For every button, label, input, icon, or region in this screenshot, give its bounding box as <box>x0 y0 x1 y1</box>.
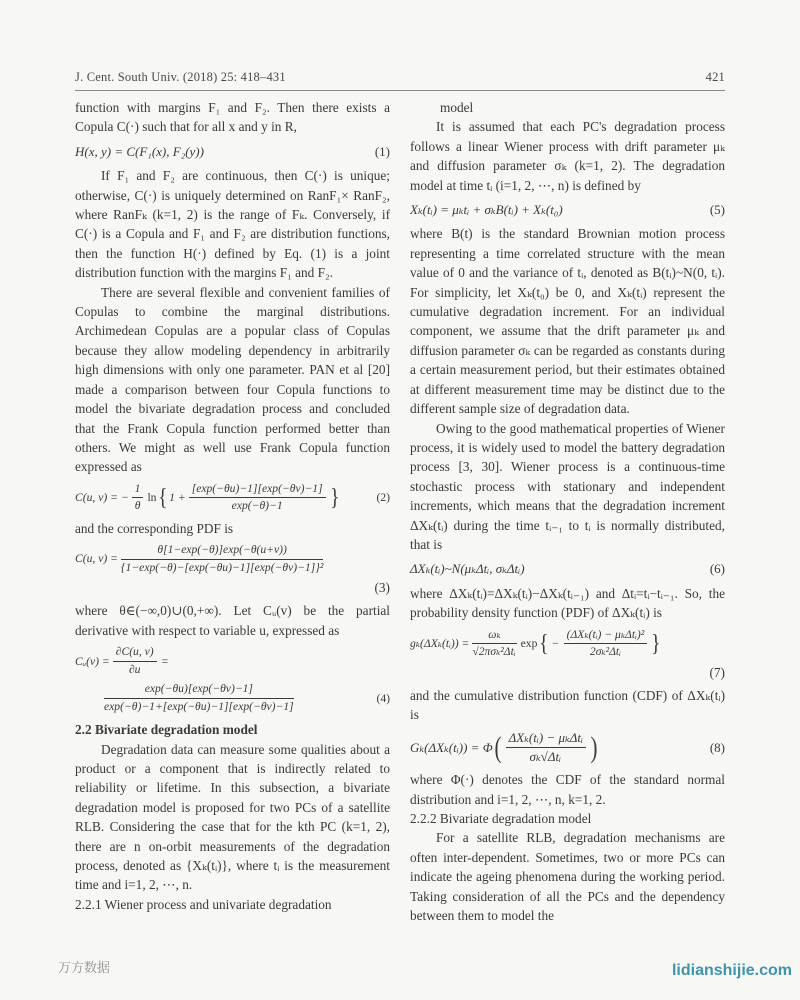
fraction <box>104 682 294 714</box>
equation-number: (7) <box>709 664 725 680</box>
equation-5 <box>410 200 725 219</box>
equation-body: ΔXₖ(tᵢ)~N(μₖΔtᵢ, σₖΔtᵢ) <box>410 561 525 577</box>
subsection-heading-continuation: model <box>440 100 474 115</box>
paragraph: Owing to the good mathematical properties of Wiener process, it is widely used to model the battery degradation process [3, 30]. Wiener process is a continuous-time stochastic process with stationary and independent increments, which means that the degradation increment ΔXₖ(tᵢ) during the time tᵢ₋₁ to tᵢ is normally distributed, that is <box>410 420 725 552</box>
equation-number: (3) <box>374 580 390 596</box>
paragraph: It is assumed that each PC's degradation process follows a linear Wiener process with drift parameter μₖ and diffusion parameter σₖ (k=1, 2). The degradation model at time tᵢ (i=1, 2, ⋯, n) is defined by <box>410 119 725 193</box>
fraction-numerator: [exp(−θu)−1][exp(−θv)−1] <box>189 482 326 498</box>
equation-number: (4) <box>376 691 390 705</box>
journal-citation: J. Cent. South Univ. (2018) 25: 418–431 <box>75 70 286 84</box>
page-number: 421 <box>705 70 725 84</box>
fraction-denominator: exp(−θ)−1+[exp(−θu)−1][exp(−θv)−1] <box>104 699 294 713</box>
fraction-denominator <box>506 748 586 765</box>
fraction <box>189 482 326 514</box>
right-column <box>410 98 725 926</box>
subsection-heading: 2.2.2 Bivariate degradation model <box>410 811 592 827</box>
equation-body: H(x, y) = C(F₁(x), F₂(y)) <box>75 143 204 159</box>
header-rule <box>75 90 725 91</box>
fraction-numerator: 1 <box>132 482 144 498</box>
fraction-numerator: exp(−θu)[exp(−θv)−1] <box>104 682 294 698</box>
paragraph: Degradation data can measure some qualities about a product or a component that is indirectly related to reliability or lifetime. In this subsection, a bivariate degradation model is proposed for two PCs of a satellite RLB. Considering the case that for the kth PC (k=1, 2), there are n on-orbit measurements of the degradation process, denoted as {Xₖ(tᵢ)}, where tᵢ is the measurement time and i=1, 2, ⋯, n. <box>75 741 390 893</box>
fraction <box>113 645 157 677</box>
fraction-denominator: θ <box>134 499 141 513</box>
equation-6 <box>410 559 725 578</box>
site-link[interactable]: lidianshijie.com <box>671 962 792 979</box>
fraction-denominator: ∂u <box>128 662 141 676</box>
exp-function: exp <box>520 636 538 650</box>
equation-number: (6) <box>709 561 725 577</box>
radicand: 2πσₖ²Δtᵢ <box>478 645 516 659</box>
fraction-numerator: ΔXₖ(tᵢ) − μₖΔtᵢ <box>506 730 586 748</box>
fraction-numerator: (ΔXₖ(tᵢ) − μₖΔtᵢ)² <box>564 628 648 644</box>
equation-4-line1 <box>75 645 390 677</box>
equation-lhs: Cᵤ(v) = <box>75 654 110 668</box>
paragraph: For a satellite RLB, degradation mechanisms are often inter-dependent. Sometimes, two or more PCs can indicate the ageing phenomena during the working period. Taking consideration of all the PCs and the dependency between them to model the <box>410 830 725 924</box>
paragraph: There are several flexible and convenient families of Copulas to combine the marginal distributions. Archimedean Copulas are a popular class of Copulas because they allow modeling dependency in arbitrarily high dimensions with only one parameter. PAN et al [20] made a comparison between four Copula functions to model the bivariate degradation process and concluded that the Frank Copula function performed better than others. We might as well use Frank Copula function expressed as <box>75 284 390 475</box>
fraction-denominator: {1−exp(−θ)−[exp(−θu)−1][exp(−θv)−1]}² <box>120 560 324 574</box>
page-header <box>75 70 725 85</box>
section-heading: 2.2 Bivariate degradation model <box>75 722 258 738</box>
equation-lhs: C(u, v) = − <box>75 491 129 504</box>
equation-3 <box>75 543 390 575</box>
fraction <box>121 543 323 575</box>
equation-7: gₖ(ΔXₖ(tᵢ)) = $\frac{\text{ωₖ}}{\text{√2πσₖ²Δtᵢ}}$ exp { − $\frac{\text{(ΔXₖ(tᵢ) − μₖΔtᵢ)²}}{\text{2σₖ²Δtᵢ}}$ } <box>410 627 661 659</box>
paragraph: where B(t) is the standard Brownian motion process representing a time correlated structure with the mean value of 0 and the variance of tᵢ, denoted as B(tᵢ)~N(0, tᵢ). For simplicity, let Xₖ(t₀) be 0, and Xₖ(tᵢ) represent the cumulative degradation increment. For an individual component, we assume that the drift parameter μₖ and diffusion parameter σₖ can be regarded as constants during a certain measurement period, but their estimates obtained at different measurement time may be distinct due to the different sample size of degradation data. <box>410 226 725 417</box>
fraction <box>564 628 648 660</box>
equation-1 <box>75 142 390 161</box>
equation-number-line <box>410 663 725 682</box>
left-column <box>75 98 390 926</box>
coefficient: σₖ <box>529 749 541 764</box>
paragraph: where Φ(·) denotes the CDF of the standard normal distribution and i=1, 2, ⋯, n, k=1, 2. <box>410 772 725 807</box>
radical-sign: √ <box>540 749 548 764</box>
equation-lhs: C(u, v) = <box>75 552 118 566</box>
equation-8: Gₖ(ΔXₖ(tᵢ)) = Φ ( $\frac{\text{ΔXₖ(tᵢ) − μₖΔtᵢ}}{\text{σₖ√Δtᵢ}}$ ) (8) <box>410 729 725 764</box>
paragraph: where ΔXₖ(tᵢ)=ΔXₖ(tᵢ)−ΔXₖ(tᵢ₋₁) and Δtᵢ=tᵢ−tᵢ₋₁. So, the probability density function (PDF) of ΔXₖ(tᵢ) is <box>410 585 725 621</box>
paragraph: If F₁ and F₂ are continuous, then C(·) is unique; otherwise, C(·) is uniquely determined on RanF₁× RanF₂, where RanFₖ (k=1, 2) is the range of Fₖ. Conversely, if C(·) is a Copula and F₁ and F₂ are distribution functions, then the function H(·) defined by Eq. (1) is a joint distribution function with the margins F₁ and F₂. <box>75 168 390 281</box>
equation-lhs: gₖ(ΔXₖ(tᵢ)) = <box>410 636 470 650</box>
subsection-heading: 2.2.1 Wiener process and univariate degradation <box>75 896 332 912</box>
two-column-body <box>75 98 725 926</box>
radicand: Δtᵢ <box>547 749 562 764</box>
fraction <box>132 482 144 514</box>
equation-2: C(u, v) = − $\frac{1}{\theta}$ ln { 1 + $\frac{[\exp(-\theta u)-1][\exp(-\theta v)-1]}{\exp(-\theta)-1}$ } (2) <box>75 481 390 513</box>
equation-number: (5) <box>709 202 725 218</box>
fraction-denominator <box>472 644 516 659</box>
wanfang-watermark: 万方数据 <box>58 961 111 976</box>
fraction-denominator: exp(−θ)−1 <box>231 499 283 513</box>
fraction-numerator: θ[1−exp(−θ)]exp(−θ(u+v)) <box>121 543 323 559</box>
ln-function: ln <box>147 491 157 504</box>
equation-term: 1 + <box>169 491 186 504</box>
paragraph: function with margins F₁ and F₂. Then there exists a Copula C(·) such that for all x and y in R, <box>75 100 390 135</box>
paragraph: and the corresponding PDF is <box>75 520 234 536</box>
paragraph: where θ∈(−∞,0)∪(0,+∞). Let Cᵤ(v) be the partial derivative with respect to variable u, expressed as <box>75 603 390 638</box>
equation-body: Xₖ(tᵢ) = μₖtᵢ + σₖB(tᵢ) + Xₖ(t₀) <box>410 202 563 218</box>
equation-lhs: Gₖ(ΔXₖ(tᵢ)) = Φ <box>410 739 493 755</box>
fraction <box>506 730 586 766</box>
minus-sign: − <box>552 636 559 650</box>
equation-number: (1) <box>374 143 390 159</box>
equation-number-line <box>75 578 390 597</box>
equation-number: (8) <box>709 739 725 755</box>
paragraph: and the cumulative distribution function (CDF) of ΔXₖ(tᵢ) is <box>410 687 725 723</box>
fraction <box>472 628 516 660</box>
fraction-numerator: ∂C(u, v) <box>113 645 157 661</box>
radical-sign: √ <box>472 645 479 659</box>
equation-number: (2) <box>376 491 390 504</box>
fraction-numerator: ωₖ <box>472 628 516 644</box>
fraction-denominator: 2σₖ²Δtᵢ <box>589 645 621 659</box>
equals-sign: = <box>161 654 169 668</box>
equation-4-line2 <box>75 682 390 714</box>
